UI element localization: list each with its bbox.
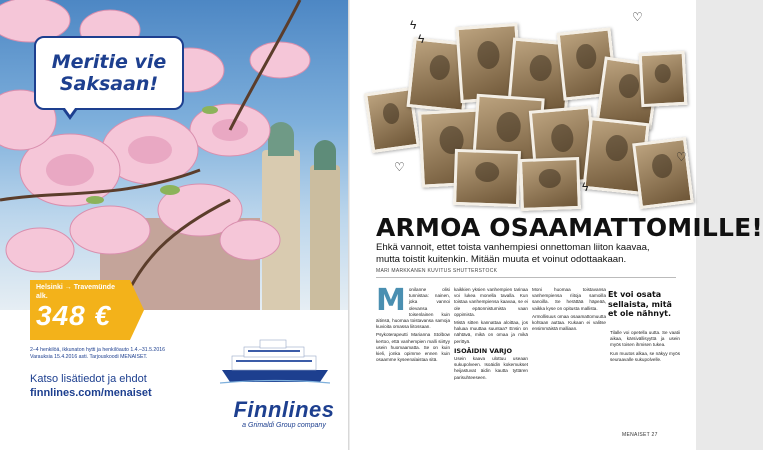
- finnlines-logo: [224, 398, 344, 429]
- vintage-photo-collage: [350, 0, 696, 212]
- couple-photo-12: [632, 137, 694, 209]
- couple-photo-13: [453, 149, 521, 207]
- logo-name: Finnlines: [233, 397, 335, 422]
- article-subhead: ISOÄIDIN VARJO: [454, 346, 512, 355]
- bubble-tail-inner: [62, 104, 78, 115]
- page-folio: MENAISET 27: [622, 432, 658, 438]
- paragraph-text: onilanne olisi tunnistaa: nainen, joka vannoi olevansa toisenlainen kuin äitinsä, huomaa toistavansa samoja kuvioita omassa liitossaan.: [376, 287, 450, 330]
- call-to-action: [30, 372, 152, 400]
- magnolia-town-photo: [0, 0, 348, 310]
- heart-doodle-icon: ♡: [632, 10, 643, 24]
- text-column-3: [532, 287, 606, 334]
- paragraph: Usein kaava ulottuu useaan sukupolveen. Isoäidin kokemukset heijastuvat äidin kautta tyttären parisuhteeseen.: [454, 356, 528, 380]
- cta-line-1: Katso lisätiedot ja ehdot: [30, 373, 147, 385]
- ferry-ship-icon: [220, 338, 330, 384]
- article-page: [350, 0, 763, 450]
- lightning-doodle-icon: ϟ: [582, 180, 589, 194]
- terms-line-2: Varauksia 15.4.2016 asti. Tarjouskoodi MENAISET.: [30, 354, 148, 360]
- paragraph: kaikkien yksien vanhempien tarinaa voi lukea monella tavalla. Kun toistaa vanhempiensa kaavaa, se ei ole epäonnistumista vaan oppimista.: [454, 287, 528, 317]
- article-deck: Ehkä vannoit, ettet toista vanhempiesi onnettoman liiton kaavaa, mutta toistit kuitenkin. Mitään muuta et voinut odottaakaan.: [376, 242, 650, 265]
- article-byline: MARI MARKKANEN KUVITUS SHUTTERSTOCK: [376, 268, 498, 274]
- paragraph: Mistä sitten kannattaa aloittaa, jos haluaa muuttaa suuntaa? Ensin on nähtävä, mikä on omaa ja mikä perittyä.: [454, 320, 528, 344]
- divider: [376, 277, 676, 278]
- finnlines-ad: [0, 0, 348, 450]
- heart-doodle-icon: ♡: [394, 160, 405, 174]
- text-column-1: [376, 283, 450, 365]
- bubble-line-2: Saksaan!: [59, 73, 159, 95]
- article-headline: ARMOA OSAAMATTOMILLE!: [376, 213, 763, 242]
- paragraph: Tilalle voi opetella uutta. Se vaatii aikaa, kärsivällisyyttä ja usein myös toisen ihmisen tukea.: [610, 330, 680, 348]
- cta-url[interactable]: finnlines.com/menaiset: [30, 387, 152, 399]
- paragraph: Moni huomaa toistavansa vanhempiensa riitoja samoilla sanoilla. Se herättää häpeää, vaikka kyse on opitusta mallista.: [532, 287, 606, 311]
- couple-photo-7: [639, 51, 688, 107]
- drop-cap: M: [376, 283, 406, 318]
- lightning-doodle-icon: ϟ: [418, 32, 425, 46]
- text-column-4: [610, 330, 680, 365]
- paragraph: Armollisuus omaa osaamattomuutta kohtaan auttaa. Kukaan ei valitse ensimmäistä malliaan.: [532, 313, 606, 332]
- headline-bubble: [34, 36, 184, 110]
- bubble-line-1: Meritie vie: [51, 51, 167, 73]
- route-label: Helsinki → Travemünde alk.: [36, 284, 115, 300]
- heart-doodle-icon: ♡: [676, 150, 687, 164]
- price-tag: [30, 280, 130, 340]
- paragraph: Kun muutos alkaa, se näkyy myös seuraavalle sukupolvelle.: [610, 350, 680, 362]
- price-arrow: [130, 280, 144, 340]
- price-amount: 348 €: [36, 300, 112, 331]
- terms-line-1: 2–4 henkilöä, ikkunaton hytti ja henkilöauto 1.4.–31.5.2016: [30, 347, 165, 353]
- pull-quote: Et voi osata sellaista, mitä et ole nähnyt.: [608, 290, 672, 318]
- paragraph: [376, 283, 450, 330]
- paragraph: Psykoterapeutti Marianna Stolbow kertoo, että vanhempien malli siirtyy usein huomaamatta. Se on kuin kieli, jonka opimme ennen kuin osaamme kyseenalaistaa sitä.: [376, 332, 450, 363]
- text-column-2: [454, 287, 528, 383]
- logo-subtitle: a Grimaldi Group company: [242, 422, 326, 429]
- lightning-doodle-icon: ϟ: [410, 18, 417, 32]
- offer-terms: [30, 347, 200, 361]
- couple-photo-14: [519, 157, 581, 211]
